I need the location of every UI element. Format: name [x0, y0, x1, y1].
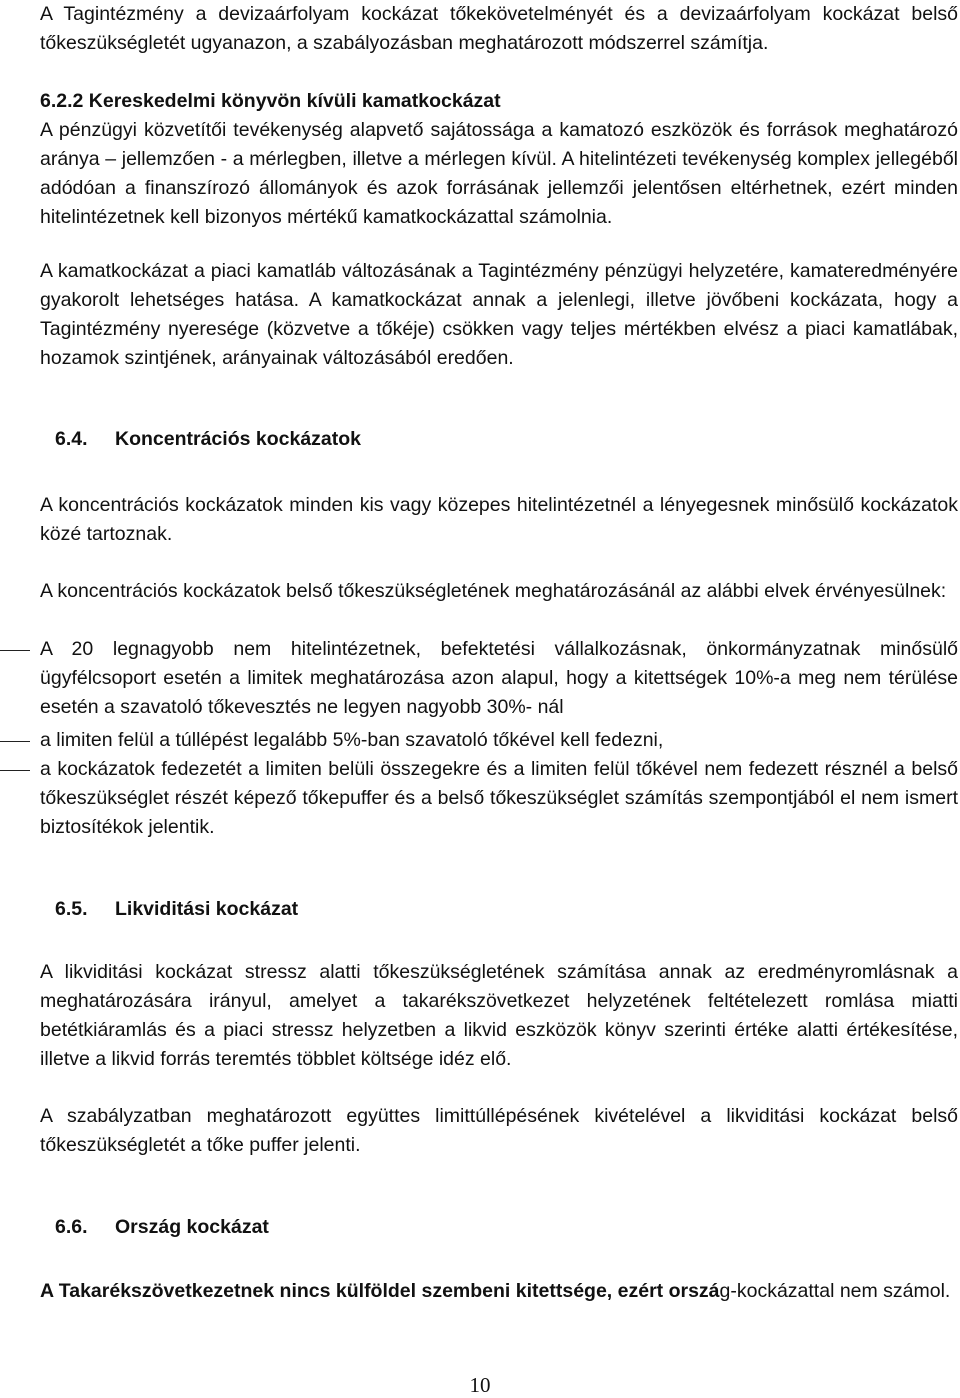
paragraph-orszag-bold: A Takarékszövetkezetnek nincs külföldel szembeni kitettsége, ezért orszá — [40, 1280, 720, 1302]
heading-6-6-number: 6.6. — [55, 1216, 88, 1238]
bullet-dash-icon — [0, 741, 30, 742]
heading-6-4-title: Koncentrációs kockázatok — [115, 428, 362, 450]
bullet-dash-icon — [0, 770, 30, 771]
paragraph-orszag — [40, 1277, 958, 1306]
heading-6-5 — [55, 895, 298, 924]
page-number: 10 — [469, 1373, 491, 1397]
paragraph-koncentracio-2: A koncentrációs kockázatok belső tőkeszükségletének meghatározásánál az alábbi elvek érvényesülnek: — [40, 580, 947, 602]
heading-6-5-title: Likviditási kockázat — [115, 898, 299, 920]
heading-6-5-number: 6.5. — [55, 898, 88, 920]
section-6-2-2-text: A pénzügyi közvetítői tevékenység alapvető sajátossága a kamatozó eszközök és források meghatározó aránya – jellemzően - a mérlegben, illetve a mérlegen kívül. A hitelintézeti tevékenység komplex jellegéből adódóan a finanszírozó állományok és azok forrásának jellemzői jelentősen eltérhetnek, ezért minden hitelintézetnek kell bizonyos mértékű kamatkockázattal számolnia. — [40, 119, 958, 228]
bullet-item-1: A 20 legnagyobb nem hitelintézetnek, befektetési vállalkozásnak, önkormányzatnak minősülő ügyfélcsoport esetén a limitek meghatározása azon alapul, hogy a kitettségek 10%-a meg nem térülése esetén a szavatoló tőkevesztés ne legyen nagyobb 30%- nál — [40, 638, 958, 718]
heading-6-4-number: 6.4. — [55, 428, 88, 450]
paragraph-orszag-rest: g-kockázattal nem számol. — [719, 1280, 951, 1302]
bullet-dash-icon — [0, 650, 30, 651]
section-6-2-2 — [40, 87, 958, 232]
paragraph-koncentracio-1: A koncentrációs kockázatok minden kis vagy közepes hitelintézetnél a lényegesnek minősülő kockázatok közé tartoznak. — [40, 494, 958, 545]
paragraph-kamatkockazat: A kamatkockázat a piaci kamatláb változásának a Tagintézmény pénzügyi helyzetére, kamateredményére gyakorolt lehetséges hatása. A kamatkockázat annak a jelenlegi, illetve jövőbeni kockázata, hogy a Tagintézmény nyeresége (közvetve a tőkéje) csökken vagy teljes mértékben elvész a piaci kamatlábak, hozamok szintjének, arányainak változásából eredően. — [40, 260, 958, 369]
section-6-2-2-title: 6.2.2 Kereskedelmi könyvön kívüli kamatkockázat — [40, 90, 501, 112]
paragraph-likviditas-2: A szabályzatban meghatározott együttes limittúllépésének kivételével a likviditási kockázat belső tőkeszükségletét a tőke puffer jelenti. — [40, 1105, 958, 1156]
paragraph-devizaarfolyam: A Tagintézmény a devizaárfolyam kockázat tőkekövetelményét és a devizaárfolyam kockázat belső tőkeszükségletét ugyanazon, a szabályozásban meghatározott módszerrel számítja. — [40, 3, 958, 54]
heading-6-6 — [55, 1213, 269, 1242]
paragraph-likviditas-1: A likviditási kockázat stressz alatti tőkeszükségletének számítása annak az eredményromlásnak a meghatározására irányul, amelyet a takarékszövetkezet helyzetének feltételezett romlása miatti betétkiáramlás és a piaci stressz helyzetben a likvid eszközök könyv szerinti értéke alatti értékesítése, illetve a likvid forrás teremtés többlet költsége idéz elő. — [40, 961, 958, 1070]
heading-6-4 — [55, 425, 361, 454]
bullet-item-2: a limiten felül a túllépést legalább 5%-ban szavatoló tőkével kell fedezni, — [40, 729, 664, 751]
heading-6-6-title: Ország kockázat — [115, 1216, 269, 1238]
bullet-item-3: a kockázatok fedezetét a limiten belüli összegekre és a limiten felül tőkével nem fedezett résznél a belső tőkeszükséglet részét képező tőkepuffer és a belső tőkeszükséglet számítás szempontjából el nem ismert biztosítékok jelentik. — [40, 758, 958, 838]
